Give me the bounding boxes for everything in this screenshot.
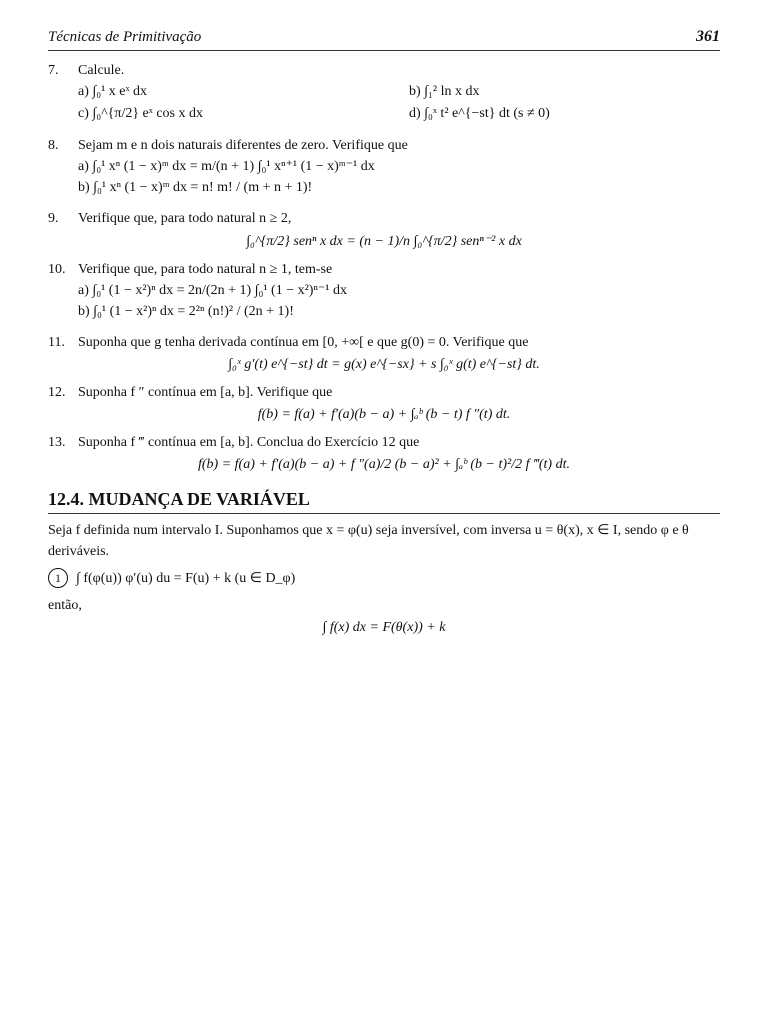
exercise-13-equation: f(b) = f(a) + f′(a)(b − a) + f ″(a)/2 (b − a)² + ∫ₐᵇ (b − t)²/2 f ‴(t) dt. xyxy=(198,456,570,472)
exercise-text: Suponha f ″ contínua em [a, b]. Verifique que xyxy=(78,384,333,400)
exercise-text: Suponha que g tenha derivada contínua em [0, +∞[ e que g(0) = 0. Verifique que xyxy=(78,335,529,351)
exercise-7b: b) ∫₁² ln x dx xyxy=(409,83,480,99)
section-heading: 12.4. MUDANÇA DE VARIÁVEL xyxy=(48,489,720,514)
statement-equation: ∫ f(φ(u)) φ′(u) du = F(u) + k (u ∈ D_φ) xyxy=(76,570,296,586)
exercise-text: Sejam m e n dois naturais diferentes de zero. Verifique que xyxy=(78,137,408,153)
exercise-number: 9. xyxy=(48,210,59,226)
exercise-number: 11. xyxy=(48,335,65,351)
exercise-number: 13. xyxy=(48,434,66,450)
exercise-7c: c) ∫₀^{π/2} eˣ cos x dx xyxy=(78,106,203,122)
circled-number: 1 xyxy=(48,568,68,588)
exercise-8a: a) ∫₀¹ xⁿ (1 − x)ᵐ dx = m/(n + 1) ∫₀¹ xⁿ⁺¹ (1 − x)ᵐ⁻¹ dx xyxy=(78,158,375,174)
exercise-number: 12. xyxy=(48,384,66,400)
exercise-12 xyxy=(48,383,720,403)
exercise-13 xyxy=(48,433,720,453)
exercise-7a: a) ∫₀¹ x eˣ dx xyxy=(78,83,148,99)
textbook-page xyxy=(48,28,720,996)
exercise-10a: a) ∫₀¹ (1 − x²)ⁿ dx = 2n/(2n + 1) ∫₀¹ (1 − x²)ⁿ⁻¹ dx xyxy=(78,282,347,298)
exercise-11 xyxy=(48,333,720,353)
exercise-9-equation: ∫₀^{π/2} senⁿ x dx = (n − 1)/n ∫₀^{π/2} senⁿ⁻² x dx xyxy=(246,233,522,249)
exercise-7d: d) ∫₀ˣ t² e^{−st} dt (s ≠ 0) xyxy=(409,106,550,122)
exercise-number: 8. xyxy=(48,137,59,153)
exercise-9 xyxy=(48,209,720,229)
exercise-11-equation: ∫₀ˣ g′(t) e^{−st} dt = g(x) e^{−sx} + s ∫₀ˣ g(t) e^{−st} dt. xyxy=(228,356,540,372)
exercise-number: 10. xyxy=(48,261,66,277)
exercise-10b: b) ∫₀¹ (1 − x²)ⁿ dx = 2²ⁿ (n!)² / (2n + 1)! xyxy=(78,304,294,320)
section-paragraph: Seja f definida num intervalo I. Suponhamos que x = φ(u) seja inversível, com inversa u = θ(x), x ∈ I, sendo φ e θ deriváveis. xyxy=(48,522,689,559)
exercise-8b: b) ∫₀¹ xⁿ (1 − x)ᵐ dx = n! m! / (m + n + 1)! xyxy=(78,180,313,196)
exercise-7-parts xyxy=(78,81,720,126)
conclusion-text: então, xyxy=(48,597,82,613)
exercise-text: Suponha f ‴ contínua em [a, b]. Conclua do Exercício 12 que xyxy=(78,434,420,450)
exercise-8 xyxy=(48,136,720,156)
exercise-text: Verifique que, para todo natural n ≥ 2, xyxy=(78,210,292,226)
page-number: 361 xyxy=(696,28,720,45)
exercise-7 xyxy=(48,61,720,81)
running-header xyxy=(48,28,720,51)
running-title: Técnicas de Primitivação xyxy=(48,29,202,45)
exercise-10 xyxy=(48,260,720,280)
exercise-12-equation: f(b) = f(a) + f′(a)(b − a) + ∫ₐᵇ (b − t) f ″(t) dt. xyxy=(257,406,511,422)
conclusion-equation: ∫ f(x) dx = F(θ(x)) + k xyxy=(322,619,446,635)
exercise-number: 7. xyxy=(48,63,59,78)
exercise-text: Verifique que, para todo natural n ≥ 1, tem-se xyxy=(78,261,333,277)
exercise-text: Calcule. xyxy=(78,63,125,78)
numbered-statement xyxy=(48,568,720,589)
